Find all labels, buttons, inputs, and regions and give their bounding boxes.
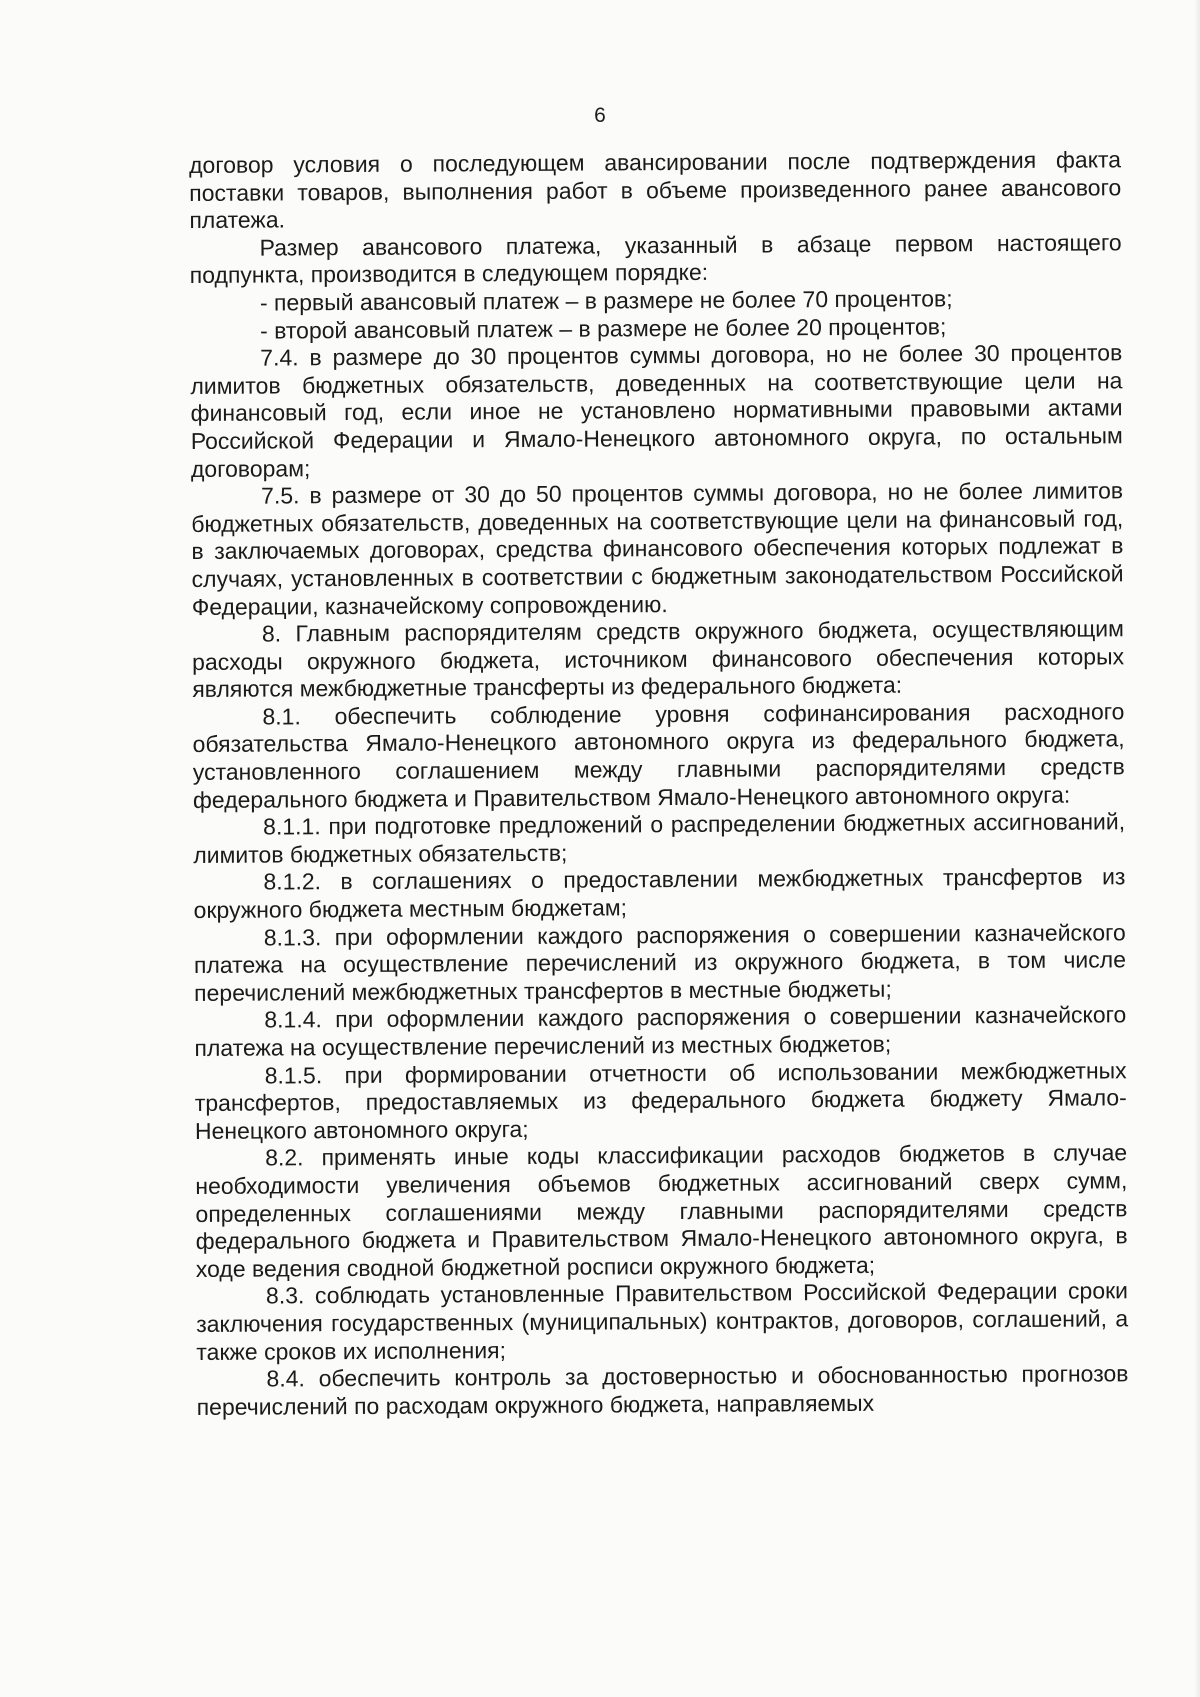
scan-edge-shadow (1194, 0, 1200, 1697)
paragraph-8-1-4: 8.1.4. при оформлении каждого распоряжения о совершении казначейского платежа на осуществление перечислений из местных бюджетов; (194, 1001, 1127, 1061)
paragraph-8-1-3: 8.1.3. при оформлении каждого распоряжения о совершении казначейского платежа на осуществление перечислений из окружного бюджета, в том числе перечислений межбюджетных трансфертов в местные бюджеты; (193, 918, 1127, 1006)
paragraph-7-5: 7.5. в размере от 30 до 50 процентов суммы договора, но не более лимитов бюджетных обязательств, доведенных на соответствующие цели на финансовый год, в заключаемых договорах, средства финансового обеспечения которых подлежат в случаях, установленных в соответствии с бюджетным законодательством Российской Федерации, казначейскому сопровождению. (191, 477, 1124, 620)
list-item-second-advance: - второй авансовый платеж – в размере не более 20 процентов; (260, 312, 947, 344)
page-number: 6 (594, 104, 606, 127)
paragraph-8-2: 8.2. применять иные коды классификации расходов бюджетов в случае необходимости увеличения объемов бюджетных ассигнований сверх сумм, определенных соглашениями между главными распорядителями средств федерального бюджета и Правительством Ямало-Ненецкого автономного округа, в ходе ведения сводной бюджетной росписи окружного бюджета; (195, 1139, 1128, 1282)
paragraph-advance-size: Размер авансового платежа, указанный в абзаце первом настоящего подпункта, производится в следующем порядке: (189, 229, 1122, 289)
paragraph-8-1-5: 8.1.5. при формировании отчетности об использовании межбюджетных трансфертов, предоставляемых из федерального бюджета бюджету Ямало-Ненецкого автономного округа; (194, 1056, 1127, 1144)
paragraph-8-3: 8.3. соблюдать установленные Правительством Российской Федерации сроки заключения государственных (муниципальных) контрактов, договоров, соглашений, а также сроков их исполнения; (196, 1277, 1129, 1365)
list-item-first-advance: - первый авансовый платеж – в размере не более 70 процентов; (259, 285, 953, 316)
paragraph-7-4: 7.4. в размере до 30 процентов суммы договора, но не более 30 процентов лимитов бюджетных обязательств, доведенных на соответствующие цели на финансовый год, если иное не установлено нормативными правовыми актами Российской Федерации и Ямало-Ненецкого автономного округа, по остальным договорам; (190, 339, 1123, 482)
paragraph-8-4: 8.4. обеспечить контроль за достоверностью и обоснованностью прогнозов перечислений по расходам окружного бюджета, направляемых (196, 1360, 1129, 1420)
paragraph-8-1-1: 8.1.1. при подготовке предложений о распределении бюджетных ассигнований, лимитов бюджетных обязательств; (193, 808, 1126, 868)
paragraph-8: 8. Главным распорядителям средств окружного бюджета, осуществляющим расходы окружного бюджета, источником финансового обеспечения которых являются межбюджетные трансферты из федерального бюджета: (192, 615, 1125, 703)
paragraph-8-1-2: 8.1.2. в соглашениях о предоставлении межбюджетных трансфертов из окружного бюджета местным бюджетам; (193, 863, 1126, 924)
paragraph-8-1: 8.1. обеспечить соблюдение уровня софинансирования расходного обязательства Ямало-Ненецкого автономного округа из федерального бюджета, установленного соглашением между главными распорядителями средств федерального бюджета и Правительством Ямало-Ненецкого автономного округа: (192, 698, 1125, 813)
document-body (189, 146, 1129, 1421)
paragraph-continuation: договор условия о последующем авансировании после подтверждения факта поставки товаров, выполнения работ в объеме произведенного ранее авансового платежа. (189, 146, 1122, 234)
